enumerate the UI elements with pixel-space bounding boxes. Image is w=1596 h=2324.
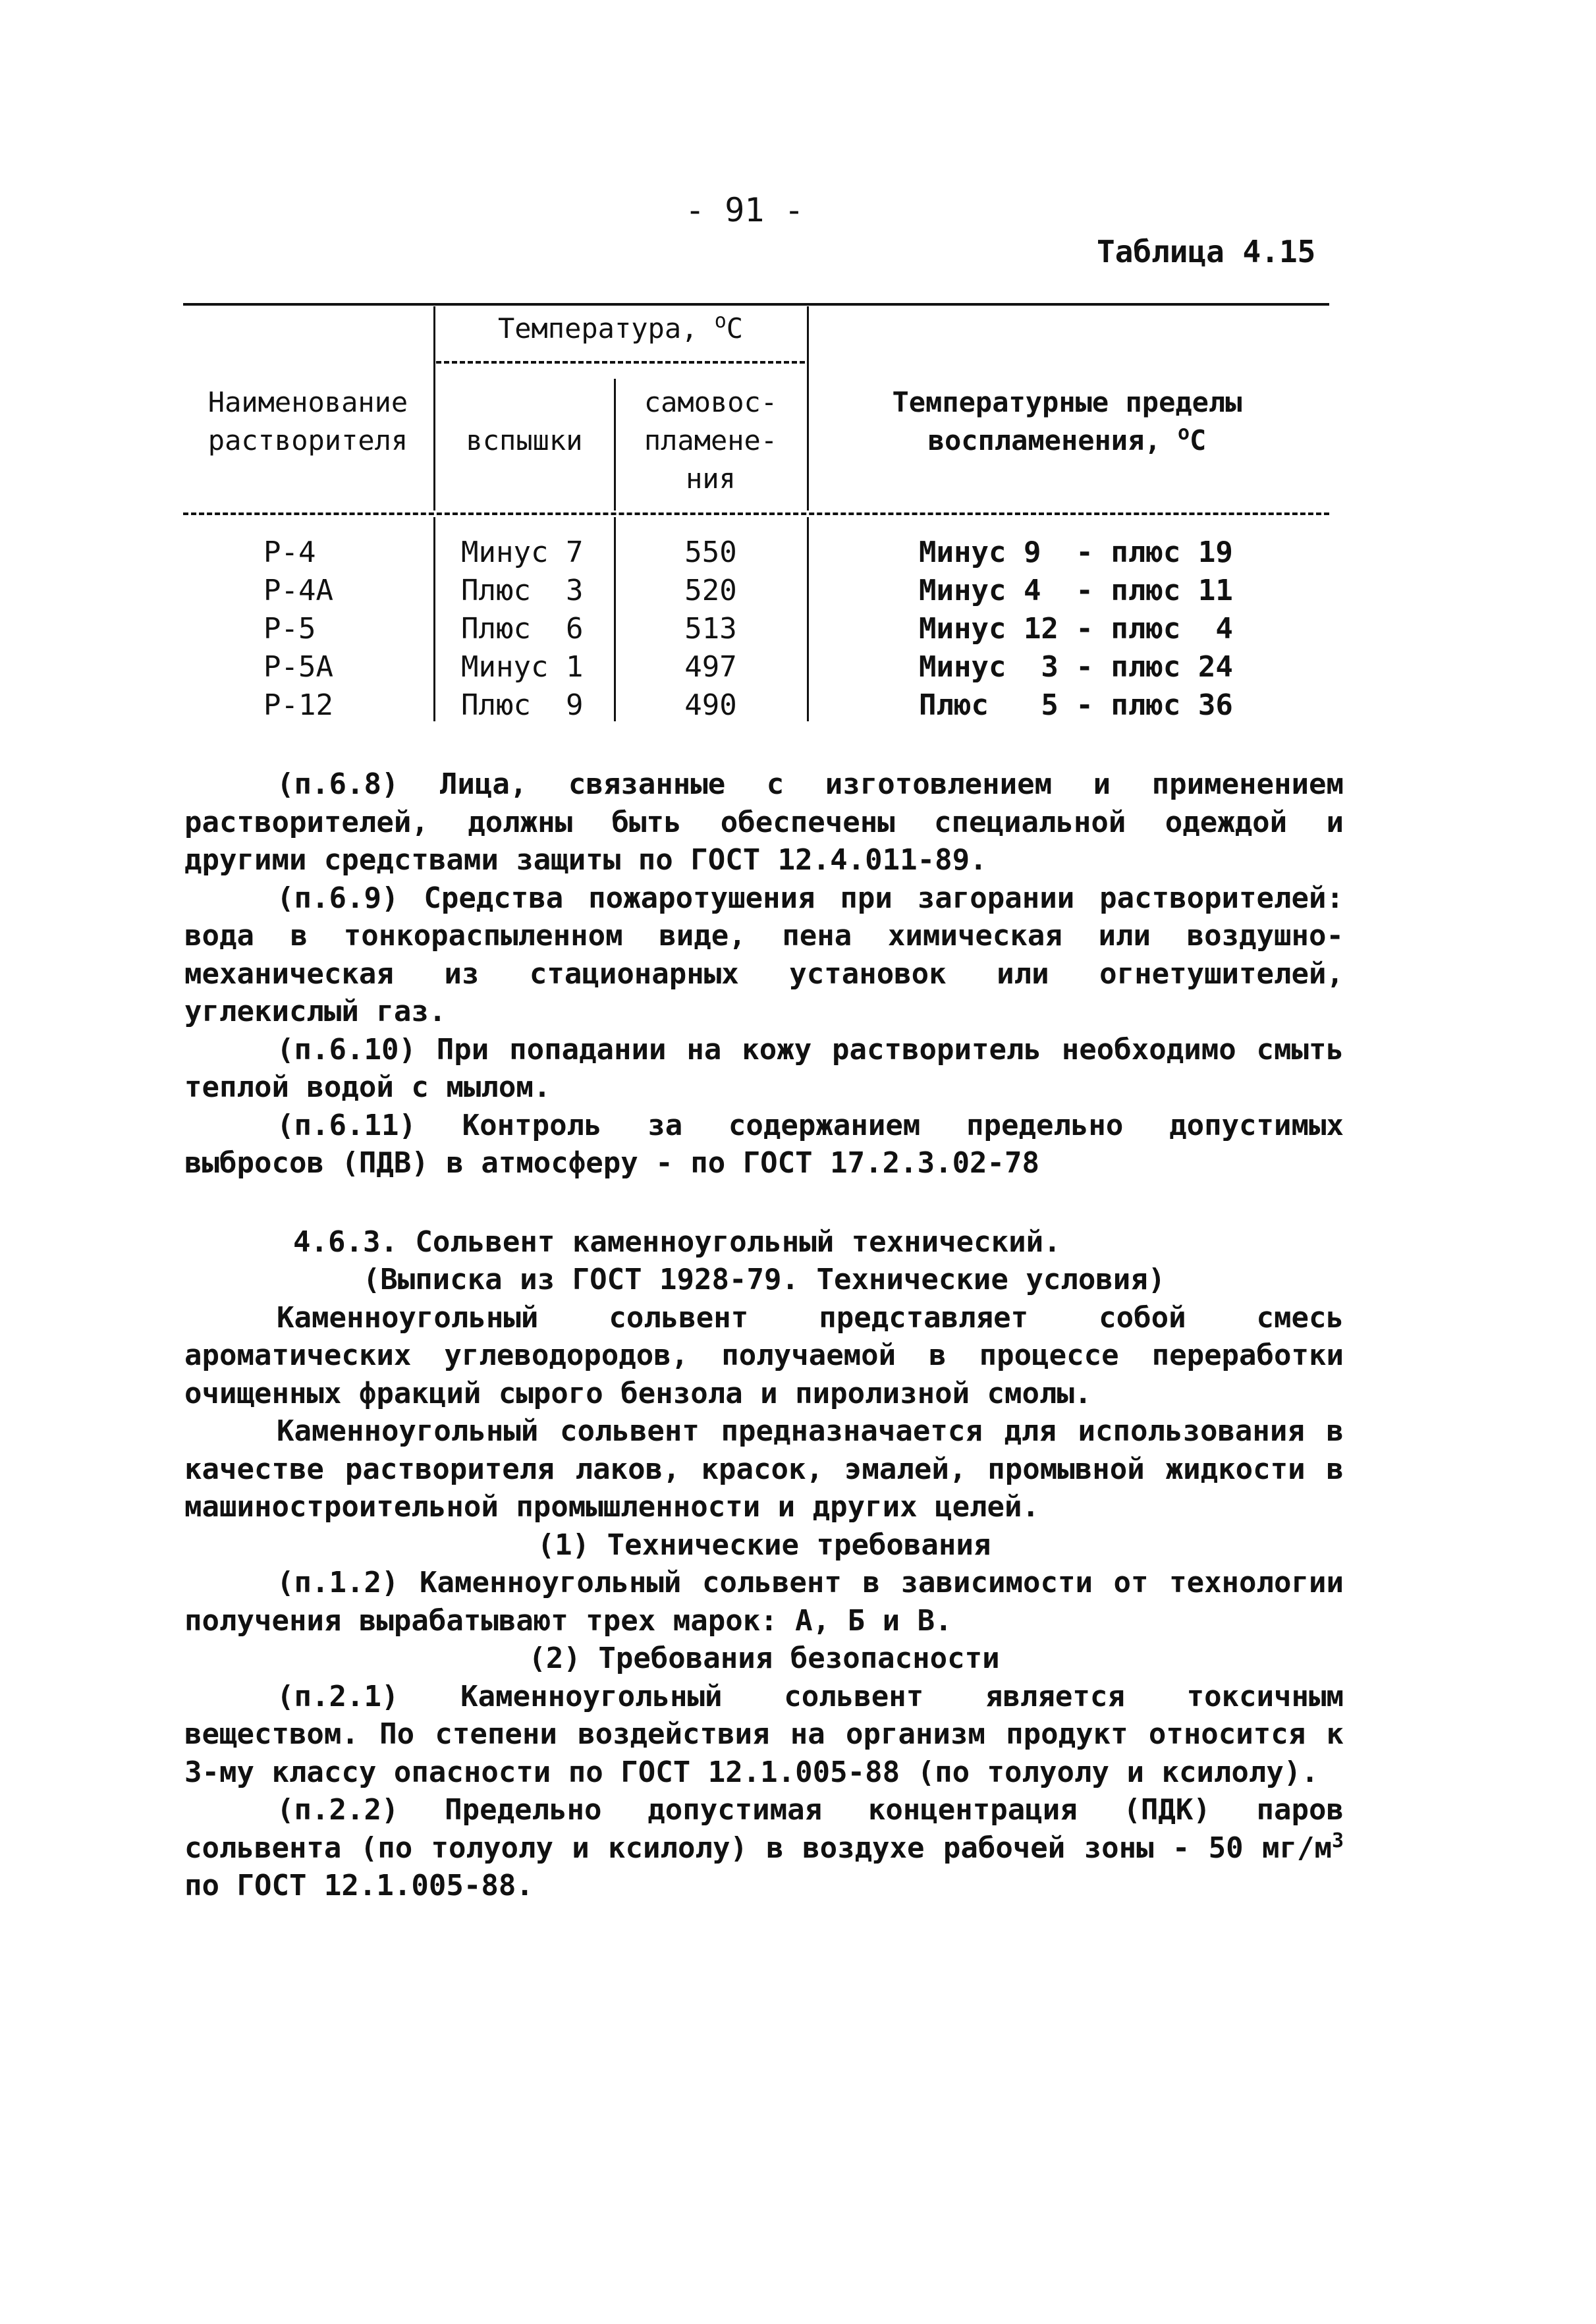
subsection-title: (2) Требования безопасности: [528, 1642, 1000, 1675]
paragraph: (п.6.11) Контроль за содержанием предельно допустимых выбросов (ПДВ) в атмосферу - по ГОСТ 17.2.3.02-78: [184, 1108, 1344, 1180]
table-top-rule: [183, 303, 1329, 306]
paragraph: Каменноугольный сольвент представляет собой смесь ароматических углеводородов, получаемой в процессе переработки очищенных фракций сырого бензола и пиролизной смолы.: [184, 1300, 1344, 1410]
header-temperature: Температура, $^о$С: [497, 310, 744, 345]
col-divider: [433, 306, 435, 511]
header-name: Наименование растворителя: [207, 386, 408, 456]
paragraph: Каменноугольный сольвент предназначается для использования в качестве растворителя лаков, красок, эмалей, промывной жидкости в машиностроительной промышленности и других целей.: [184, 1414, 1344, 1524]
section-subtitle: (Выписка из ГОСТ 1928-79. Технические условия): [362, 1263, 1166, 1296]
paragraph: (п.1.2) Каменноугольный сольвент в зависимости от технологии получения вырабатывают трех марок: А, Б и В.: [184, 1566, 1344, 1638]
header-bottom-rule: [183, 512, 1329, 515]
col-divider: [807, 517, 809, 721]
section-title: 4.6.3. Сольвент каменноугольный технический.: [293, 1225, 1061, 1259]
col-divider: [614, 517, 616, 721]
paragraph: (п.6.10) При попадании на кожу растворитель необходимо смыть теплой водой с мылом.: [184, 1032, 1344, 1104]
header-autoignition: самовос- пламене- ния: [644, 386, 778, 495]
subsection-title: (1) Технические требования: [537, 1528, 991, 1562]
paragraph: (п.6.9) Средства пожаротушения при загорании растворителей: вода в тонкораспыленном виде, пена химическая или воздушно-механическая из стационарных установок или огнетушителей, углекислый газ.: [184, 881, 1344, 1028]
header-flash: вспышки: [466, 424, 583, 456]
page-number: - 91 -: [685, 191, 804, 229]
header-limits: Температурные пределы воспламенения, $^о$С: [892, 386, 1242, 456]
document-page: - 91 - Таблица 4.15 Наименование растворителя Температура, $^о$С вспышки самовос- пламене- ния Температурные пределы воспламенения, $^о$С Р-4 Минус 7 550 Минус 9 - плюс 19 Р-4А Плюс 3 520 Минус 4 - плюс 11 Р-5 Плюс 6 513 Минус 12 - плюс 4 Р-5А Минус 1 497 Минус 3 - плюс 24 Р-12 Плюс 9 490 Плюс 5 - плюс 36 (п.6.8) Лица, связанные с изготовлением и применением растворителей, должны быть обеспечены специальной одеждой и другими средствами защиты по ГОСТ 12.4.011-89. (п.6.9) Средства пожаротушения при загорании растворителей: вода в тонкораспыленном виде, пена химическая или воздушно-механическая из стационарных установок или огнетушителей, углекислый газ. (п.6.10) При попадании на кожу растворитель необходимо смыть теплой водой с мылом. (п.6.11) Контроль за содержанием предельно допустимых выбросов (ПДВ) в атмосферу - по ГОСТ 17.2.3.02-78 4.6.3. Сольвент каменноугольный технический. (Выписка из ГОСТ 1928-79. Технические условия) Каменноугольный сольвент представляет собой смесь ароматических углеводородов, получаемой в процессе переработки очищенных фракций сырого бензола и пиролизной смолы. Каменноугольный сольвент предназначается для использования в качестве растворителя лаков, красок, эмалей, промывной жидкости в машиностроительной промышленности и других целей. (1) Технические требования (п.1.2) Каменноугольный сольвент в зависимости от технологии получения вырабатывают трех марок: А, Б и В. (2) Требования безопасности (п.2.1) Каменноугольный сольвент является токсичным веществом. По степени воздействия на организм продукт относится к 3-му классу опасности по ГОСТ 12.1.005-88 (по толуолу и ксилолу). (п.2.2) Предельно допустимая концентрация (ПДК) паров сольвента (по толуолу и ксилолу) в воздухе рабочей зоны - 50 $мг/м^3$ по ГОСТ 12.1.005-88.: [0, 0, 1596, 2324]
col-divider: [807, 306, 809, 511]
paragraph: (п.2.1) Каменноугольный сольвент является токсичным веществом. По степени воздействия на организм продукт относится к 3-му классу опасности по ГОСТ 12.1.005-88 (по толуолу и ксилолу).: [184, 1679, 1344, 1789]
header-sub-rule: [436, 361, 805, 364]
table-title: Таблица 4.15: [1097, 234, 1316, 269]
paragraph: (п.2.2) Предельно допустимая концентрация (ПДК) паров сольвента (по толуолу и ксилолу) в воздухе рабочей зоны - 50 $мг/м^3$ по ГОСТ 12.1.005-88.: [184, 1793, 1344, 1902]
col-divider: [433, 517, 435, 721]
col-divider: [614, 379, 616, 511]
body-text: [184, 765, 1344, 1905]
paragraph: (п.6.8) Лица, связанные с изготовлением и применением растворителей, должны быть обеспечены специальной одеждой и другими средствами защиты по ГОСТ 12.4.011-89.: [184, 767, 1344, 877]
